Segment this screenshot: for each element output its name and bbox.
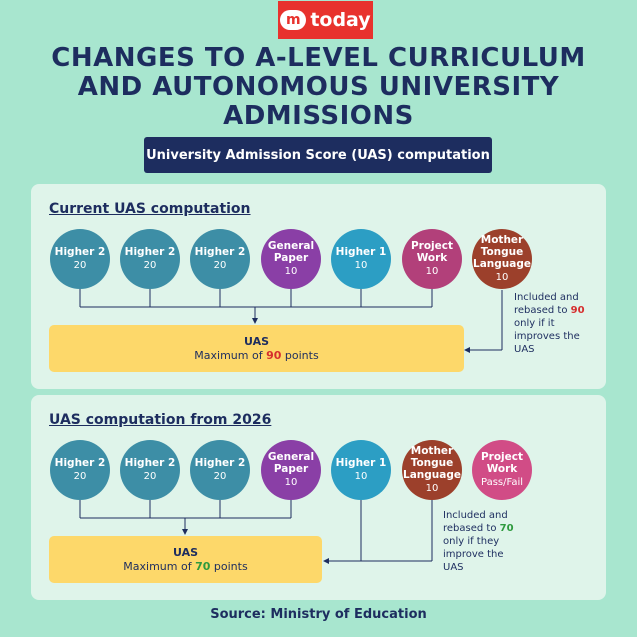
subject-name: Higher 2 bbox=[124, 246, 176, 258]
subject-value: 20 bbox=[213, 471, 227, 482]
subject-value: 20 bbox=[143, 260, 157, 271]
note-prefix: Included and rebased to bbox=[443, 510, 508, 534]
subject-value: 20 bbox=[143, 471, 157, 482]
current-heading: Current UAS computation bbox=[49, 201, 251, 217]
subject-name: General Paper bbox=[267, 451, 315, 475]
uas-box-title: UAS bbox=[172, 545, 199, 559]
subject-name: Higher 2 bbox=[194, 457, 246, 469]
subject-name: Mother Tongue Language bbox=[403, 445, 461, 481]
subject-value: 10 bbox=[354, 471, 368, 482]
subject-value: 10 bbox=[495, 272, 509, 283]
current-uas-box bbox=[49, 325, 464, 372]
current-subject-general-paper bbox=[261, 229, 321, 289]
subject-name: Higher 1 bbox=[335, 457, 387, 469]
current-subject-project-work bbox=[402, 229, 462, 289]
uas-box-number: 90 bbox=[266, 348, 282, 362]
uas-box-number: 70 bbox=[195, 559, 211, 573]
subject-value: 10 bbox=[284, 477, 298, 488]
uas-box-suffix: points bbox=[281, 348, 319, 362]
logo-mark-icon: m bbox=[280, 10, 306, 30]
subject-value: 20 bbox=[213, 260, 227, 271]
uas-box-max bbox=[123, 560, 247, 574]
subject-name: Higher 2 bbox=[124, 457, 176, 469]
source-credit: Source: Ministry of Education bbox=[210, 607, 427, 622]
subject-name: General Paper bbox=[267, 240, 315, 264]
subject-value: 10 bbox=[354, 260, 368, 271]
current-subject-higher1 bbox=[331, 229, 391, 289]
future-heading: UAS computation from 2026 bbox=[49, 412, 272, 428]
subject-value: 10 bbox=[425, 266, 439, 277]
subject-value: 10 bbox=[425, 483, 439, 494]
subject-name: Higher 1 bbox=[335, 246, 387, 258]
note-number: 90 bbox=[570, 305, 585, 316]
uas-box-max bbox=[194, 349, 318, 363]
current-subject-higher2-c bbox=[190, 229, 250, 289]
uas-box-prefix: Maximum of bbox=[194, 348, 267, 362]
subject-name: Higher 2 bbox=[54, 457, 106, 469]
future-subject-higher1 bbox=[331, 440, 391, 500]
current-subject-higher2-a bbox=[50, 229, 110, 289]
subject-name: Project Work bbox=[410, 240, 454, 264]
title-line-1: CHANGES TO A-LEVEL CURRICULUM bbox=[51, 43, 586, 73]
note-prefix: Included and rebased to bbox=[514, 292, 579, 316]
future-mtl-note bbox=[443, 509, 523, 574]
future-uas-box bbox=[49, 536, 322, 583]
title-line-2: AND AUTONOMOUS UNIVERSITY bbox=[77, 72, 560, 102]
subject-name: Project Work bbox=[480, 451, 524, 475]
current-mtl-note bbox=[514, 291, 588, 356]
future-subject-project-work bbox=[472, 440, 532, 500]
uas-box-suffix: points bbox=[210, 559, 248, 573]
subject-name: Mother Tongue Language bbox=[473, 234, 531, 270]
future-subject-higher2-a bbox=[50, 440, 110, 500]
uas-box-title: UAS bbox=[243, 334, 270, 348]
note-number: 70 bbox=[499, 523, 514, 534]
current-subject-mother-tongue bbox=[472, 229, 532, 289]
note-suffix: only if it improves the UAS bbox=[514, 318, 580, 355]
subject-name: Higher 2 bbox=[194, 246, 246, 258]
note-suffix: only if they improve the UAS bbox=[443, 536, 504, 573]
subject-value: 10 bbox=[284, 266, 298, 277]
title-line-3: ADMISSIONS bbox=[223, 101, 414, 131]
subject-value: 20 bbox=[73, 471, 87, 482]
uas-box-prefix: Maximum of bbox=[123, 559, 196, 573]
subject-value: 20 bbox=[73, 260, 87, 271]
subtitle-banner: University Admission Score (UAS) computation bbox=[144, 137, 492, 173]
future-subject-higher2-c bbox=[190, 440, 250, 500]
subject-name: Higher 2 bbox=[54, 246, 106, 258]
logo-text: today bbox=[310, 9, 371, 31]
future-subject-higher2-b bbox=[120, 440, 180, 500]
subject-value: Pass/Fail bbox=[480, 477, 524, 488]
current-subject-higher2-b bbox=[120, 229, 180, 289]
future-subject-general-paper bbox=[261, 440, 321, 500]
future-subject-mother-tongue bbox=[402, 440, 462, 500]
